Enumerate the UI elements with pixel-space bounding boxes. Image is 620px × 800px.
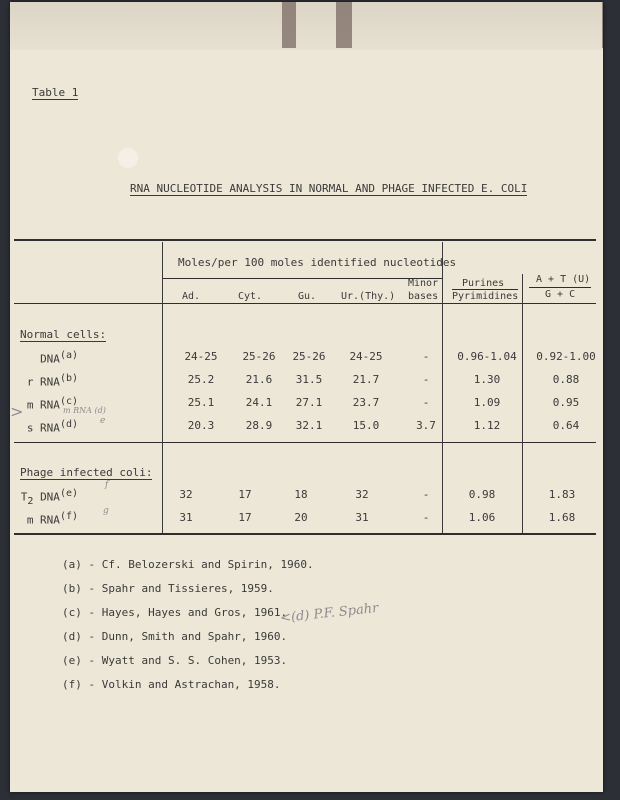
value-cell: 3.7 xyxy=(416,419,436,432)
col-header-gu: Gu. xyxy=(298,291,317,302)
value-cell: 21.7 xyxy=(352,373,380,386)
purines-fraction-bar xyxy=(452,289,518,290)
value-cell: - xyxy=(422,396,430,409)
value-cell: 1.09 xyxy=(473,396,501,409)
row-label: s RNA$^{(d)}$ xyxy=(26,419,78,435)
value-cell: 25-26 xyxy=(292,350,326,363)
row-label: r RNA$^{(b)}$ xyxy=(26,373,78,389)
value-cell: - xyxy=(422,511,430,524)
handwritten-note: g xyxy=(103,506,109,516)
scan-stripe xyxy=(336,2,352,48)
value-cell: 0.96-1.04 xyxy=(457,350,517,363)
value-cell: 25-26 xyxy=(242,350,276,363)
handwritten-note: e xyxy=(100,416,106,426)
value-cell: - xyxy=(422,488,430,501)
row-label: m RNA$^{(c)}$ xyxy=(26,396,78,412)
reference-item: (b) - Spahr and Tissieres, 1959. xyxy=(62,582,274,595)
value-cell: 32 xyxy=(179,488,193,501)
handwritten-note: m RNA (d) xyxy=(63,406,106,415)
value-cell: 20 xyxy=(294,511,308,524)
table-top-rule xyxy=(14,239,596,241)
value-cell: 31 xyxy=(179,511,193,524)
col-header-ad: Ad. xyxy=(182,291,201,302)
value-cell: 21.6 xyxy=(245,373,273,386)
paper-spot xyxy=(118,148,138,168)
value-cell: 0.98 xyxy=(468,488,496,501)
col-header-ur: Ur.(Thy.) xyxy=(341,291,396,302)
handwritten-note: <(d) P.F. Spahr xyxy=(279,600,380,627)
value-cell: 0.88 xyxy=(552,373,580,386)
row-label: $T_2$ DNA$^{(e)}$ xyxy=(20,488,78,507)
scan-stripe xyxy=(282,2,296,48)
group-label-normal: Normal cells: xyxy=(20,328,107,341)
value-cell: 1.06 xyxy=(468,511,496,524)
group-label-phage: Phage infected coli: xyxy=(20,466,153,479)
value-cell: 17 xyxy=(238,511,252,524)
value-cell: 31.5 xyxy=(295,373,323,386)
scan-stripe xyxy=(602,2,603,48)
table-bottom-rule xyxy=(14,533,596,535)
value-cell: 17 xyxy=(238,488,252,501)
col-header-minor: Minor xyxy=(408,278,439,289)
reference-item: (f) - Volkin and Astrachan, 1958. xyxy=(62,678,281,691)
value-cell: - xyxy=(422,373,430,386)
col-header-gc: G + C xyxy=(545,289,576,300)
row-label: m RNA$^{(f)}$ xyxy=(26,511,78,527)
value-cell: 0.92-1.00 xyxy=(536,350,596,363)
value-cell: 1.68 xyxy=(548,511,576,524)
reference-item: (a) - Cf. Belozerski and Spirin, 1960. xyxy=(62,558,314,571)
col-header-purines: Purines xyxy=(462,278,505,289)
value-cell: 24.1 xyxy=(245,396,273,409)
value-cell: 1.30 xyxy=(473,373,501,386)
reference-item: (e) - Wyatt and S. S. Cohen, 1953. xyxy=(62,654,288,667)
col-header-pyrimidines: Pyrimidines xyxy=(452,291,519,302)
column-divider xyxy=(442,242,443,533)
value-cell: 0.95 xyxy=(552,396,580,409)
value-cell: 23.7 xyxy=(352,396,380,409)
value-cell: 18 xyxy=(294,488,308,501)
value-cell: 1.83 xyxy=(548,488,576,501)
value-cell: 20.3 xyxy=(187,419,215,432)
value-cell: 32 xyxy=(355,488,369,501)
value-cell: 15.0 xyxy=(352,419,380,432)
column-divider xyxy=(162,242,163,533)
table-label: Table 1 xyxy=(32,86,79,99)
col-header-minor: bases xyxy=(408,291,439,302)
col-header-cyt: Cyt. xyxy=(238,291,263,302)
ratio-fraction-bar xyxy=(529,287,591,288)
handwritten-mark: > xyxy=(10,402,24,421)
value-cell: - xyxy=(422,350,430,363)
subheader-rule xyxy=(162,278,442,279)
header-bottom-rule xyxy=(14,303,596,304)
moles-header: Moles/per 100 moles identified nucleotides xyxy=(178,256,457,269)
value-cell: 25.1 xyxy=(187,396,215,409)
value-cell: 24-25 xyxy=(184,350,218,363)
top-scan-band xyxy=(10,2,603,50)
group-divider-rule xyxy=(14,442,596,443)
value-cell: 24-25 xyxy=(349,350,383,363)
value-cell: 32.1 xyxy=(295,419,323,432)
column-divider xyxy=(522,274,523,533)
reference-item: (d) - Dunn, Smith and Spahr, 1960. xyxy=(62,630,288,643)
handwritten-note: f xyxy=(105,480,109,490)
value-cell: 1.12 xyxy=(473,419,501,432)
value-cell: 31 xyxy=(355,511,369,524)
value-cell: 25.2 xyxy=(187,373,215,386)
value-cell: 0.64 xyxy=(552,419,580,432)
value-cell: 28.9 xyxy=(245,419,273,432)
col-header-at: A + T (U) xyxy=(536,274,591,285)
row-label: DNA$^{(a)}$ xyxy=(40,350,78,366)
document-page xyxy=(10,2,603,792)
table-title: RNA NUCLEOTIDE ANALYSIS IN NORMAL AND PHAGE INFECTED E. COLI xyxy=(130,182,528,195)
reference-item: (c) - Hayes, Hayes and Gros, 1961. xyxy=(62,606,288,619)
value-cell: 27.1 xyxy=(295,396,323,409)
